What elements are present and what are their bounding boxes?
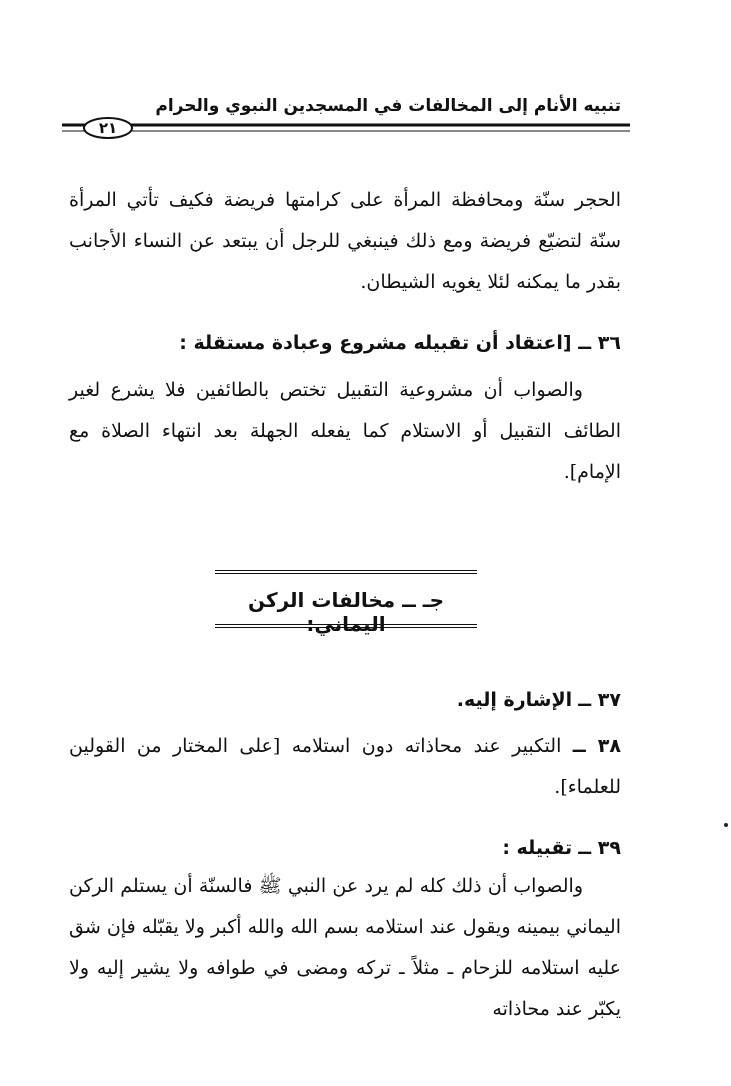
- item-38: [69, 726, 621, 808]
- item-38-number: ٣٨ ــ: [572, 735, 621, 757]
- item-39-body: والصواب أن ذلك كله لم يرد عن النبي ﷺ فالسنّة أن يستلم الركن اليماني بيمينه ويقول عند استلامه بسم الله والله أكبر ولا يقبّله فإن شق عليه استلامه للزحام ـ مثلاً ـ تركه ومضى في طوافه ولا يشير إليه ولا يكبّر عند محاذاته: [69, 875, 621, 1020]
- item-37-number: ٣٧ ــ: [578, 689, 621, 711]
- running-header-title: تنبيه الأنام إلى المخالفات في المسجدين النبوي والحرام: [155, 96, 621, 116]
- item-39-title: تقبيله :: [502, 837, 573, 859]
- margin-mark: [724, 823, 728, 827]
- item-37-text: الإشارة إليه.: [456, 689, 573, 711]
- section-title: جـ ــ مخالفات الركن: [247, 588, 445, 612]
- section-heading-box: [215, 570, 477, 628]
- item-36-body: والصواب أن مشروعية التقبيل تختص بالطائفين فلا يشرع لغير الطائف التقبيل أو الاستلام كما يفعله الجهلة بعد انتهاء الصلاة مع الإمام].: [69, 379, 621, 483]
- item-37: [69, 680, 621, 721]
- paragraph-continuation: الحجر سنّة ومحافظة المرأة على كرامتها فريضة فكيف تأتي المرأة سنّة لتضيّع فريضة ومع ذلك فينبغي للرجل أن يبتعد عن النساء الأجانب بقدر ما يمكنه لئلا يغويه الشيطان.: [69, 189, 621, 293]
- item-38-text: التكبير عند محاذاته دون استلامه [على المختار من القولين للعلماء].: [69, 735, 621, 798]
- header-rule-with-page-badge: [62, 117, 630, 141]
- item-39-heading: [69, 828, 621, 869]
- item-36-number: ٣٦ ــ: [578, 332, 621, 354]
- item-36-heading: [179, 332, 621, 354]
- item-39-number: ٣٩ ــ: [578, 837, 621, 859]
- page-number: ٢١: [98, 119, 118, 137]
- item-36-title: [اعتقاد أن تقبيله مشروع وعبادة مستقلة :: [179, 332, 572, 354]
